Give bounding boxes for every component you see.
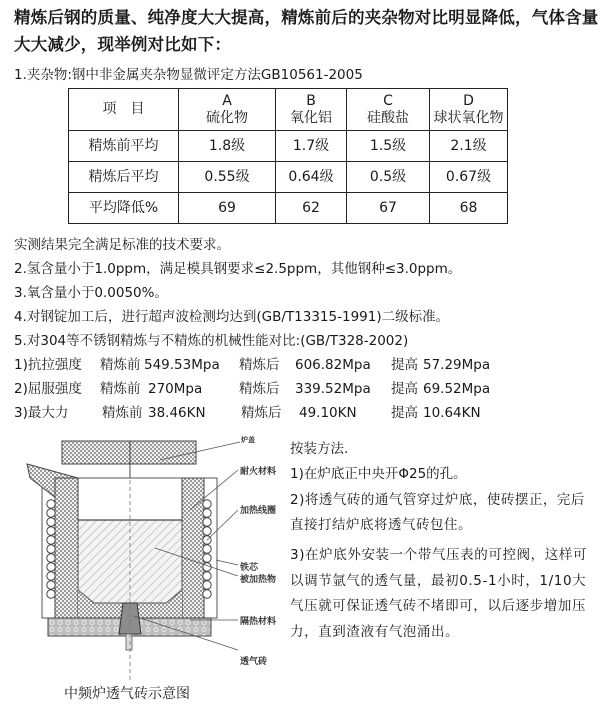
install-step-3: 3)在炉底外安装一个带气压表的可控阀，这样可以调节氩气的透气量，最初0.5-1小时，1/10大气压就可保证透气砖不堵即可，以后逐步增加压力，直到渣液有气泡涌出。: [290, 547, 588, 640]
col-code: A: [222, 92, 232, 109]
mech-name: 3)最大力: [14, 405, 69, 421]
header-col-a: [179, 89, 276, 131]
label-coil: 加热线圈: [240, 506, 277, 516]
after-value: 606.82Mpa: [295, 357, 371, 373]
cell: 0.67级: [430, 162, 508, 193]
section1-title: 1.夹杂物:钢中非金属夹杂物显微评定方法GB10561-2005: [14, 67, 363, 83]
row-label: 精炼前平均: [69, 131, 179, 162]
col-name: 球状氧化物: [433, 109, 504, 126]
install-step-1: 1)在炉底正中央开Φ25的孔。: [290, 466, 467, 482]
cell: 1.5级: [347, 131, 430, 162]
result-line: 实测结果完全满足标准的技术要求。: [14, 237, 230, 253]
cell: 0.55级: [179, 162, 276, 193]
header-col-b: [276, 89, 347, 131]
mech-row: [14, 377, 490, 397]
mech-name: 2)屈服强度: [14, 381, 82, 397]
oxygen-line: 3.氧含量小于0.0050%。: [14, 285, 168, 301]
cell: 0.5级: [347, 162, 430, 193]
table-row: [69, 131, 508, 162]
label-core: 铁芯: [240, 563, 259, 573]
mech-row: [14, 353, 490, 373]
col-code: D: [463, 92, 474, 109]
col-code: B: [306, 92, 316, 109]
before-label: 精炼前: [100, 381, 141, 397]
label-lid: 炉盖: [241, 436, 255, 444]
after-label: 精炼后: [239, 381, 280, 397]
header-col-c: [347, 89, 430, 131]
cell: 0.64级: [276, 162, 347, 193]
row-label: 平均降低%: [69, 193, 179, 224]
col-name: 硫化物: [206, 109, 248, 126]
before-value: 270Mpa: [148, 381, 203, 397]
cell: 67: [347, 193, 430, 224]
before-value: 38.46KN: [148, 405, 206, 421]
col-name: 氧化铝: [290, 109, 332, 126]
before-label: 精炼前: [100, 357, 141, 373]
gain-label: 提高: [391, 381, 418, 397]
ultrasonic-line: 4.对钢锭加工后，进行超声波检测均达到(GB/T13315-1991)二级标准。: [14, 309, 450, 325]
label-charge: 被加热物: [240, 575, 277, 585]
cell: 1.8级: [179, 131, 276, 162]
header-item: 项 目: [69, 89, 179, 131]
install-title: 按装方法.: [290, 441, 349, 457]
before-label: 精炼前: [102, 405, 143, 421]
table-row: [69, 162, 508, 193]
after-value: 49.10KN: [299, 405, 357, 421]
header-col-d: [430, 89, 508, 131]
mech-name: 1)抗拉强度: [14, 357, 82, 373]
table-row: [69, 193, 508, 224]
mechanical-title: 5.对304等不锈钢精炼与不精炼的机械性能对比:(GB/T328-2002): [14, 333, 409, 349]
furnace-diagram: [0, 430, 290, 709]
inclusion-table: [68, 88, 508, 224]
install-step-2: 2)将透气砖的通气管穿过炉底，使砖摆正，完后直接打结炉底将透气砖包住。: [290, 492, 585, 533]
after-label: 精炼后: [239, 357, 280, 373]
diagram-caption: 中频炉透气砖示意图: [64, 686, 190, 702]
cell: 68: [430, 193, 508, 224]
gain-value: 10.64KN: [423, 405, 481, 421]
gain-label: 提高: [391, 405, 418, 421]
before-value: 549.53Mpa: [144, 357, 220, 373]
table-header-row: [69, 89, 508, 131]
cell: 62: [276, 193, 347, 224]
label-refractory: 耐火材料: [240, 467, 277, 477]
cell: 69: [179, 193, 276, 224]
after-label: 精炼后: [241, 405, 282, 421]
col-name: 硅酸盐: [367, 109, 409, 126]
hydrogen-line: 2.氢含量小于1.0ppm，满足模具钢要求≤2.5ppm，其他钢种≤3.0ppm。: [14, 261, 462, 277]
col-code: C: [383, 92, 393, 109]
gain-value: 69.52Mpa: [423, 381, 491, 397]
label-insulation: 隔热材料: [240, 617, 277, 627]
gain-value: 57.29Mpa: [423, 357, 491, 373]
intro-paragraph: 精炼后钢的质量、纯净度大大提高，精炼前后的夹杂物对比明显降低，气体含量大大减少，现举例对比如下：: [14, 8, 599, 54]
gain-label: 提高: [391, 357, 418, 373]
mech-row: [14, 401, 481, 421]
cell: 2.1级: [430, 131, 508, 162]
label-plug: 透气砖: [240, 657, 268, 667]
cell: 1.7级: [276, 131, 347, 162]
row-label: 精炼后平均: [69, 162, 179, 193]
after-value: 339.52Mpa: [295, 381, 371, 397]
